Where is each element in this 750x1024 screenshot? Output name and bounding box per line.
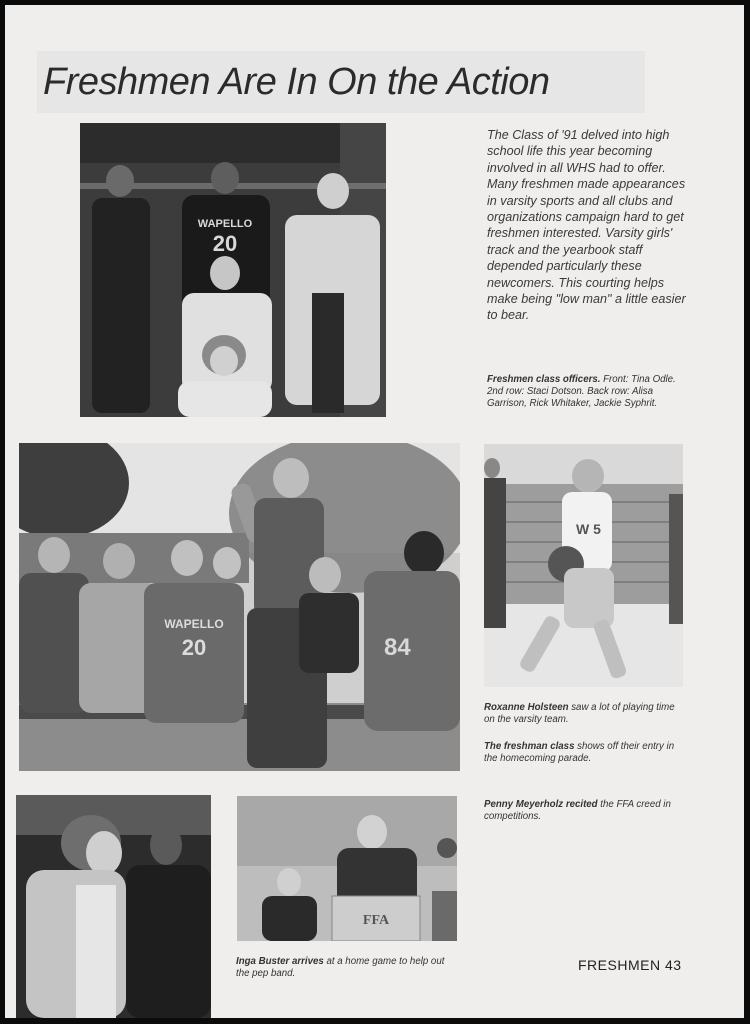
caption-lead: Freshmen class officers. [487, 374, 601, 385]
photo-basketball [484, 444, 683, 687]
caption-lead: The freshman class [484, 741, 575, 752]
photo-ffa [237, 796, 457, 941]
svg-text:20: 20 [212, 231, 238, 256]
caption-text: the FFA creed in competitions. [484, 799, 671, 823]
caption-roxanne-holsteen [484, 702, 684, 726]
svg-text:20: 20 [181, 635, 207, 660]
caption-lead: Penny Meyerholz recited [484, 799, 598, 810]
svg-text:84: 84 [384, 634, 411, 661]
svg-text:W 5: W 5 [576, 521, 601, 537]
jersey-text: WAPELLO [197, 218, 253, 230]
caption-text: Front: Tina Odle. 2nd row: Staci Dotson. Back row: Alisa Garrison, Rick Whitaker, Jackie Syphrit. [487, 374, 676, 410]
yearbook-page [5, 5, 744, 1018]
caption-text: shows off their entry in the homecoming parade. [484, 741, 675, 765]
page-title: Freshmen Are In On the Action [43, 61, 550, 103]
caption-lead: Inga Buster arrives [236, 956, 324, 967]
caption-text: at a home game to help out the pep band. [236, 956, 445, 980]
intro-paragraph: The Class of '91 delved into high school life this year becoming involved in all WHS had to offer. Many freshmen made appearances in varsity sports and all clubs and organizations campaign hard to get freshmen interested. Varsity girls' track and the yearbook staff depended particularly these newcomers. This courting helps make being "low man" a little easier to bear. [487, 128, 686, 323]
podium-text: FFA [362, 913, 390, 928]
caption-penny-meyerholz [484, 799, 684, 823]
caption-text: saw a lot of playing time on the varsity team. [484, 702, 675, 726]
photo-homecoming-parade [19, 443, 460, 771]
photo-crowd [16, 795, 211, 1018]
caption-class-officers [487, 374, 687, 411]
jersey-text: WAPELLO [164, 617, 224, 631]
photo-class-officers [80, 123, 386, 417]
caption-inga-buster [236, 956, 451, 980]
caption-freshman-class [484, 741, 684, 765]
caption-lead: Roxanne Holsteen [484, 702, 569, 713]
page-folio: FRESHMEN 43 [578, 957, 682, 973]
